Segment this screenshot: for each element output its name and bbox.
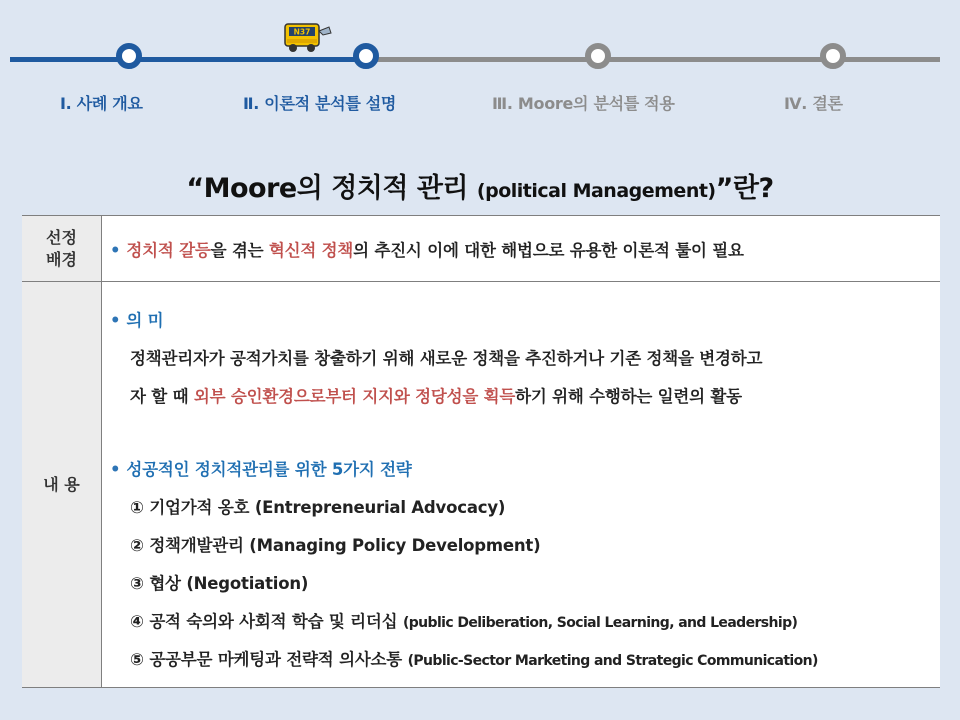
row-label-background [22,216,102,281]
body-text: 을 겪는 [210,241,269,260]
strategy-item-2 [130,532,540,556]
content-body [110,282,932,687]
label-line-1: 선정 [46,227,77,247]
title-end: ”란? [715,173,774,204]
meaning-line-2 [130,383,742,407]
step-node-4[interactable] [820,43,846,69]
meaning-heading [110,307,163,331]
strategy-item-5 [130,646,818,670]
strategy-item-3 [130,570,308,594]
highlight-text: 혁신적 정책 [268,241,354,260]
step-label-4[interactable]: Ⅳ. 결론 [784,94,843,113]
row-label-content: 내 용 [22,282,102,687]
bus-route-label: N37 [293,27,311,37]
label-line-2: 배경 [46,249,77,269]
body-text: 하기 위해 수행하는 일련의 활동 [515,387,742,406]
strategy-english: (Public-Sector Marketing and Strategic Communication) [407,653,818,669]
background-text [110,237,744,261]
strategy-text: ③ 협상 (Negotiation) [130,574,309,593]
strategy-english: (public Deliberation, Social Learning, and Leadership) [402,615,798,631]
progress-track-done [10,57,366,62]
content-table [22,215,940,688]
strategy-text: ② 정책개발관리 (Managing Policy Development) [130,536,541,555]
background-content [110,216,932,281]
table-row-background [22,216,940,282]
table-row-content [22,282,940,687]
bullet-icon: • [110,241,121,260]
slide-title [0,166,960,205]
body-text: 자 할 때 [130,387,194,406]
highlight-text: 외부 승인환경으로부터 지지와 정당성을 획득 [193,387,516,406]
bus-icon [283,22,333,54]
bullet-icon: • [110,311,121,330]
strategy-item-4 [130,608,797,632]
progress-track-remaining [366,57,940,62]
strategy-heading [110,456,412,480]
step-label-2[interactable]: Ⅱ. 이론적 분석틀 설명 [243,94,397,113]
bullet-icon: • [110,460,121,479]
title-main: “Moore의 정치적 관리 [186,173,477,204]
step-label-3[interactable]: Ⅲ. Moore의 분석틀 적용 [492,94,675,113]
meaning-heading-text: 의 미 [126,311,164,330]
step-node-2[interactable] [353,43,379,69]
progress-nav [0,0,960,130]
strategy-heading-text: 성공적인 정치적관리를 위한 5가지 전략 [126,460,412,479]
strategy-item-1 [130,494,505,518]
body-text: 의 추진시 이에 대한 해법으로 유용한 이론적 툴이 필요 [353,241,744,260]
title-subtitle: (political Management) [476,180,716,202]
step-node-3[interactable] [585,43,611,69]
step-label-1[interactable]: Ⅰ. 사례 개요 [60,94,143,113]
meaning-line-1: 정책관리자가 공적가치를 창출하기 위해 새로운 정책을 추진하거나 기존 정책을 변경하고 [130,349,763,368]
step-node-1[interactable] [116,43,142,69]
strategy-text: ⑤ 공공부문 마케팅과 전략적 의사소통 [130,650,408,669]
strategy-text: ① 기업가적 옹호 (Entrepreneurial Advocacy) [130,498,506,517]
highlight-text: 정치적 갈등 [126,241,211,260]
strategy-text: ④ 공적 숙의와 사회적 학습 및 리더십 [130,612,403,631]
